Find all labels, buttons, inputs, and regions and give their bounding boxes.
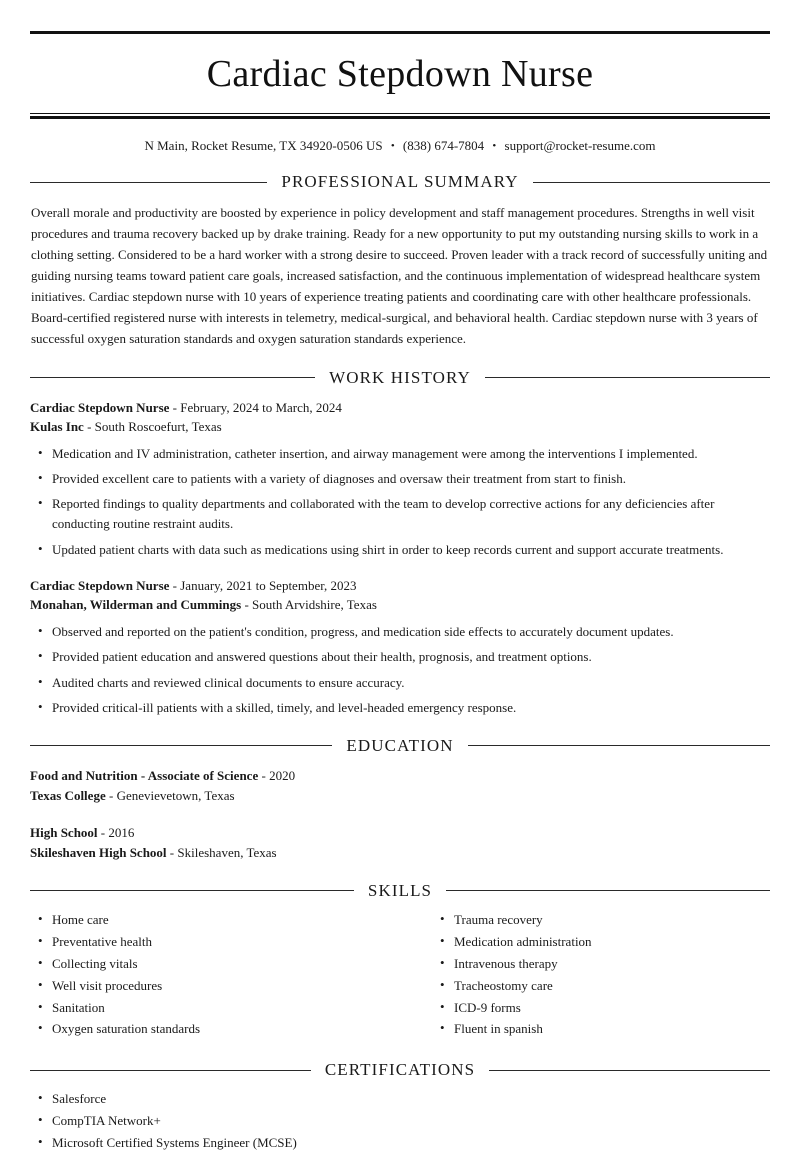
list-item: • Medication administration <box>432 933 770 951</box>
section-skills <box>30 881 770 1043</box>
education-school-line <box>30 786 770 806</box>
skills-list-left <box>30 911 400 1039</box>
work-entry-bullets <box>30 444 770 560</box>
heading-rule-left <box>30 1070 311 1071</box>
section-heading-skills <box>30 881 770 901</box>
list-item: • Home care <box>30 911 400 929</box>
contact-address: N Main, Rocket Resume, TX 34920-0506 US <box>144 138 383 153</box>
education-year: 2016 <box>108 825 135 841</box>
list-item: • Collecting vitals <box>30 955 400 973</box>
education-degree-separator: - <box>258 767 270 783</box>
education-school-separator: - <box>105 787 117 803</box>
work-entry-title-separator: - <box>169 399 181 415</box>
list-item: • Sanitation <box>30 999 400 1017</box>
heading-rule-right <box>489 1070 770 1071</box>
work-entry-company: Kulas Inc <box>30 419 84 435</box>
list-item: • Trauma recovery <box>432 911 770 929</box>
contact-email[interactable]: support@rocket-resume.com <box>504 138 656 153</box>
contact-phone[interactable]: (838) 674-7804 <box>402 138 485 153</box>
section-heading-label: EDUCATION <box>346 735 454 755</box>
education-entry <box>30 823 770 863</box>
work-entry-bullets <box>30 622 770 718</box>
heading-rule-left <box>30 182 267 183</box>
list-item: • Provided patient education and answered questions about their health, prognosis, and treatment options. <box>30 647 770 667</box>
page-title: Cardiac Stepdown Nurse <box>206 53 594 95</box>
section-work-history <box>30 368 770 718</box>
work-entry-title: Cardiac Stepdown Nurse <box>30 577 170 593</box>
work-entry-title-separator: - <box>169 577 181 593</box>
education-degree: Food and Nutrition - Associate of Science <box>30 767 259 783</box>
work-entry <box>30 398 770 560</box>
list-item: • Medication and IV administration, catheter insertion, and airway management were among the interventions I implemented. <box>30 444 770 464</box>
section-heading-label: PROFESSIONAL SUMMARY <box>281 172 519 192</box>
resume-header <box>30 31 770 154</box>
education-location: Skileshaven, Texas <box>177 845 277 861</box>
list-item: • Tracheostomy care <box>432 977 770 995</box>
contact-separator-1: • <box>390 140 395 152</box>
heading-rule-right <box>533 182 770 183</box>
skills-column-left <box>30 911 400 1043</box>
list-item: • Provided critical-ill patients with a skilled, timely, and level-headed emergency response. <box>30 698 770 718</box>
work-entry-company-separator: - <box>241 597 253 613</box>
section-heading-certifications <box>30 1060 770 1080</box>
heading-rule-right <box>485 377 770 378</box>
summary-paragraph: Overall morale and productivity are boosted by experience in policy development and staff management procedures. Strengths in well visit procedures and trauma recovery backed up by drake training. Ready for a new opportunity to put my outstanding nursing skills to work in a clothing setting. Considered to be a hard worker with a strong desire to succeed. Proven leader with a track record of successfully uniting and guiding nursing teams toward patient care goals, increased satisfaction, and the continuous implementation of widespread healthcare system initiatives. Cardiac stepdown nurse with 10 years of experience treating patients and coordinating care with other healthcare professionals. Board-certified registered nurse with interests in telemetry, medical-surgical, and behavioral health. Cardiac stepdown nurse with 3 years of successful oxygen saturation standards and oxygen saturation standards experience. <box>31 205 768 347</box>
list-item: • Preventative health <box>30 933 400 951</box>
list-item: • Salesforce <box>30 1090 770 1108</box>
section-heading-work-history <box>30 368 770 388</box>
heading-rule-right <box>446 890 770 891</box>
list-item: • Observed and reported on the patient's condition, progress, and medication side effects to accurately document updates. <box>30 622 770 642</box>
work-entry-title-line <box>30 576 770 596</box>
list-item: • ICD-9 forms <box>432 999 770 1017</box>
work-entry-company-separator: - <box>83 419 95 435</box>
section-professional-summary <box>30 172 770 349</box>
section-certifications <box>30 1060 770 1152</box>
resume-page <box>0 31 800 1151</box>
education-entry <box>30 766 770 806</box>
skills-list-right <box>432 911 770 1039</box>
section-education <box>30 736 770 863</box>
list-item: • Updated patient charts with data such as medications using shirt in order to keep records current and support accurate treatments. <box>30 540 770 560</box>
work-entry-company: Monahan, Wilderman and Cummings <box>30 597 242 613</box>
work-entry-dates: February, 2024 to March, 2024 <box>180 399 342 415</box>
work-entry-company-line <box>30 595 770 615</box>
education-degree-line <box>30 766 770 786</box>
education-degree-line <box>30 823 770 843</box>
work-entry-location: South Arvidshire, Texas <box>252 597 377 613</box>
contact-line <box>30 119 770 154</box>
heading-rule-left <box>30 377 315 378</box>
work-entry <box>30 576 770 718</box>
education-school-line <box>30 843 770 863</box>
education-location: Genevievetown, Texas <box>116 787 235 803</box>
work-entry-company-line <box>30 417 770 437</box>
certifications-list <box>30 1090 770 1152</box>
section-heading-summary <box>30 172 770 192</box>
heading-rule-right <box>468 745 770 746</box>
list-item: • Provided excellent care to patients with a variety of diagnoses and oversaw their treatment from start to finish. <box>30 469 770 489</box>
education-school: Texas College <box>30 787 106 803</box>
work-entry-title-line <box>30 398 770 418</box>
section-heading-education <box>30 736 770 756</box>
list-item: • Microsoft Certified Systems Engineer (MCSE) <box>30 1134 770 1152</box>
list-item: • Audited charts and reviewed clinical documents to ensure accuracy. <box>30 673 770 693</box>
education-degree: High School <box>30 825 98 841</box>
list-item: • Well visit procedures <box>30 977 400 995</box>
heading-rule-left <box>30 745 332 746</box>
section-heading-label: SKILLS <box>367 880 433 900</box>
work-entry-title: Cardiac Stepdown Nurse <box>30 399 170 415</box>
list-item: • Intravenous therapy <box>432 955 770 973</box>
education-degree-separator: - <box>97 825 109 841</box>
skills-column-right <box>400 911 770 1043</box>
contact-separator-2: • <box>492 140 497 152</box>
list-item: • CompTIA Network+ <box>30 1112 770 1130</box>
education-school-separator: - <box>166 845 178 861</box>
list-item: • Fluent in spanish <box>432 1020 770 1038</box>
list-item: • Oxygen saturation standards <box>30 1020 400 1038</box>
work-entry-dates: January, 2021 to September, 2023 <box>180 577 357 593</box>
education-year: 2020 <box>269 767 296 783</box>
work-entry-location: South Roscoefurt, Texas <box>94 419 222 435</box>
skills-columns <box>30 911 770 1043</box>
heading-rule-left <box>30 890 354 891</box>
section-heading-label: WORK HISTORY <box>329 367 471 387</box>
list-item: • Reported findings to quality departments and collaborated with the team to develop corrective actions for any deficiencies after conducting routine restraint audits. <box>30 494 770 534</box>
section-heading-label: CERTIFICATIONS <box>324 1060 476 1080</box>
education-school: Skileshaven High School <box>30 845 167 861</box>
